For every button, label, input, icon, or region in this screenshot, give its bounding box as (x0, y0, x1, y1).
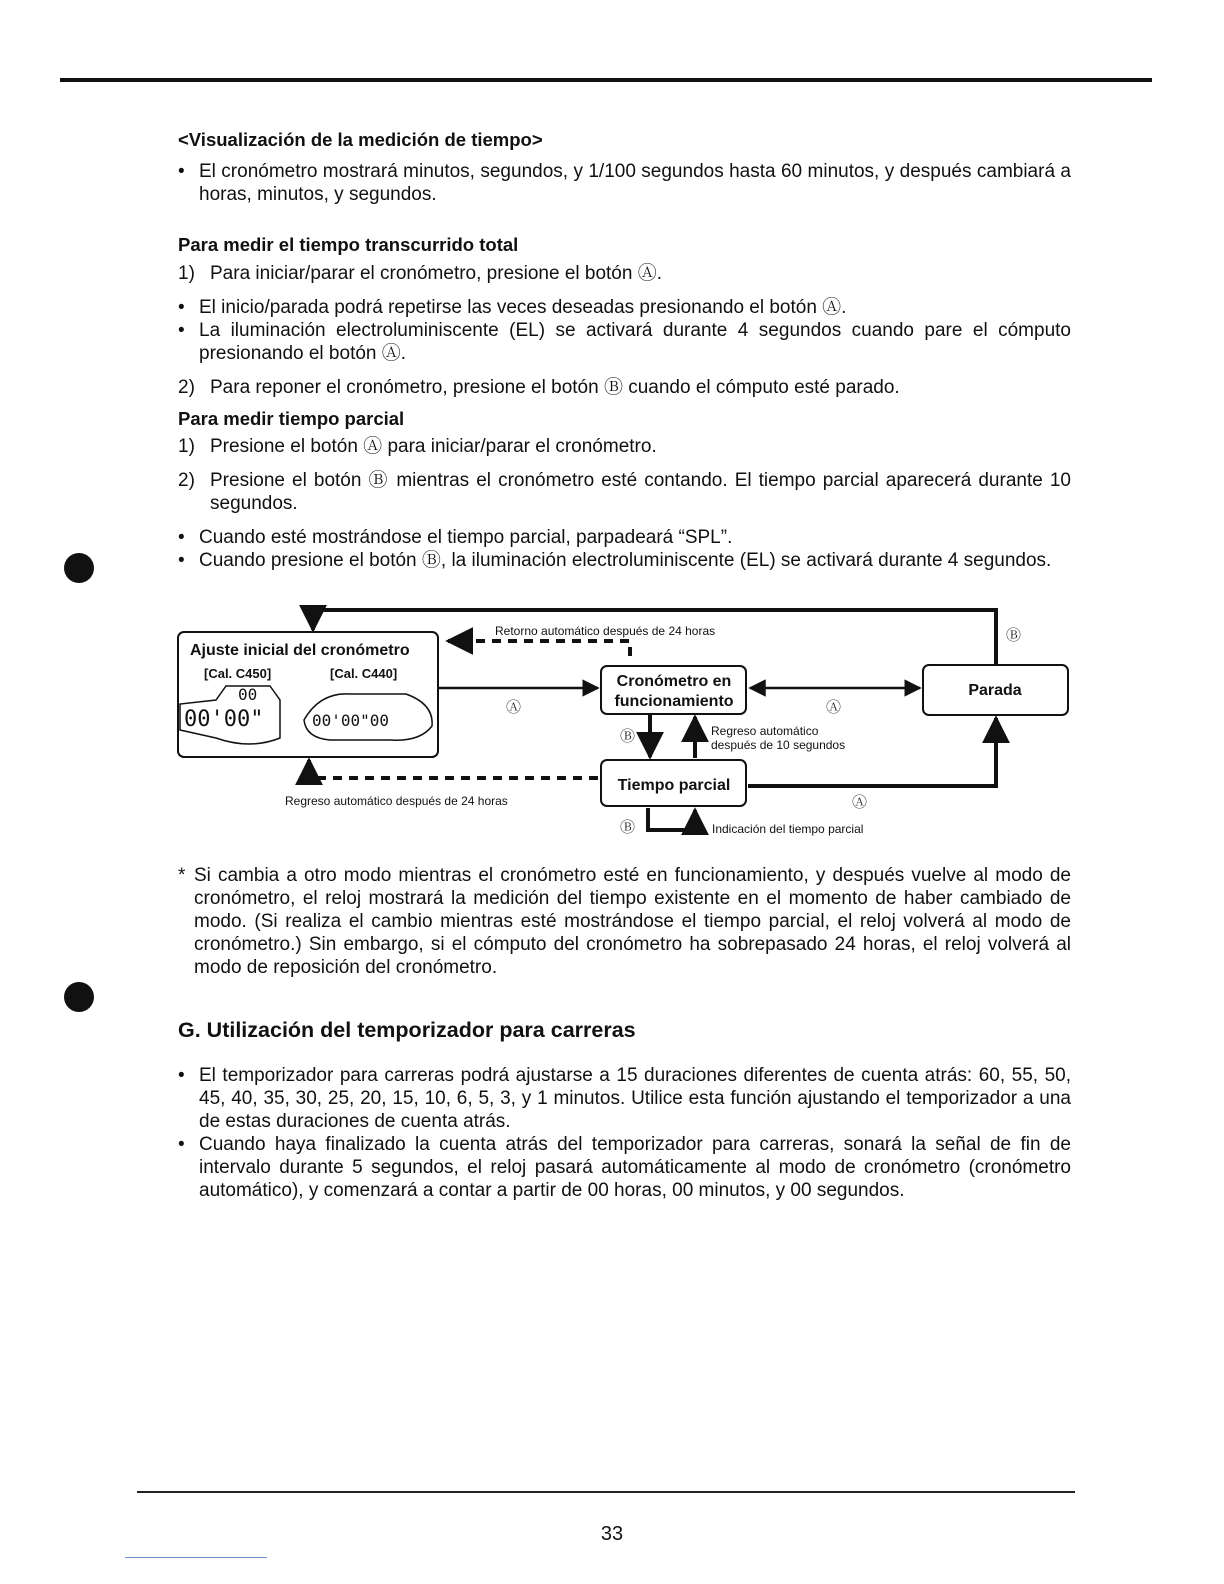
note-text: Si cambia a otro modo mientras el cronómetro esté en funcionamiento, y después vuelve al modo de cronómetro, el reloj mostrará la medición del tiempo existente en el momento de haber cambiado de modo. (Si realiza el cambio mientras esté mostrándose el tiempo parcial, el reloj volverá al modo de cronómetro.) Sin embargo, si el cómputo del cronómetro ha sobrepasado 24 horas, el reloj volverá al modo de reposición del cronómetro. (194, 865, 1071, 978)
regress-10s-label-2: después de 10 segundos (711, 738, 846, 752)
running-stop-a-label: Ⓐ (826, 699, 842, 716)
total-bullet-2 (178, 319, 1071, 365)
top-rule (60, 78, 1152, 82)
timing-heading: <Visualización de la medición de tiempo> (178, 129, 543, 150)
lcd-c450-main: 00'00" (184, 707, 264, 732)
total-heading: Para medir el tiempo transcurrido total (178, 234, 519, 255)
bullet-mark: • (178, 161, 185, 182)
running-to-split-b-label: Ⓑ (620, 728, 636, 745)
return-24h-line (448, 641, 630, 656)
split-bullet-2 (178, 549, 1071, 572)
regress-10s-label-1: Regreso automático (711, 724, 819, 738)
step-text: Presione el botón Ⓑ mientras el cronómetro esté contando. El tiempo parcial aparecerá durante 10 segundos. (210, 470, 1071, 514)
binder-hole-2 (64, 982, 94, 1012)
step-text: Para iniciar/parar el cronómetro, presione el botón Ⓐ. (210, 263, 663, 284)
timing-bullet (178, 160, 1071, 206)
running-label-2: funcionamiento (614, 693, 734, 710)
total-step-1 (178, 262, 1071, 285)
total-bullet-1 (178, 296, 1071, 319)
step-number: 2) (178, 377, 195, 398)
split-step-2 (178, 469, 1071, 515)
cal-c450-label: [Cal. C450] (204, 666, 272, 681)
bullet-mark: • (178, 320, 185, 341)
bullet-mark: • (178, 297, 185, 318)
footer-link-underline (125, 1557, 267, 1558)
split-indication-label: Indicación del tiempo parcial (712, 822, 864, 836)
step-text: Presione el botón Ⓐ para iniciar/parar el cronómetro. (210, 436, 657, 457)
g-bullet-1 (178, 1064, 1071, 1133)
bullet-text: El inicio/parada podrá repetirse las veces deseadas presionando el botón Ⓐ. (199, 297, 847, 318)
note-mark: * (178, 865, 186, 886)
bullet-text: Cuando haya finalizado la cuenta atrás del temporizador para carreras, sonará la señal de fin de intervalo durante 5 segundos, el reloj pasará automáticamente al modo de cronómetro (cronómetro automático), y comenzará a contar a partir de 00 horas, 00 minutos, y 00 segundos. (199, 1134, 1071, 1201)
return-24h-label: Retorno automático después de 24 horas (495, 624, 716, 638)
bullet-mark: • (178, 1134, 185, 1155)
split-indication-line (648, 808, 695, 830)
regress-24h-line (309, 760, 598, 778)
g-bullet-2 (178, 1133, 1071, 1202)
split-bullet-1 (178, 526, 1071, 549)
initial-setting-label: Ajuste inicial del cronómetro (190, 642, 410, 659)
split-stop-a-label: Ⓐ (852, 794, 868, 811)
bullet-text: La iluminación electroluminiscente (EL) se activará durante 4 segundos cuando pare el cómputo presionando el botón Ⓐ. (199, 320, 1071, 364)
bullet-text: Cuando presione el botón Ⓑ, la iluminación electroluminiscente (EL) se activará durante 4 segundos. (199, 550, 1052, 571)
split-heading: Para medir tiempo parcial (178, 408, 405, 429)
bullet-text: El temporizador para carreras podrá ajustarse a 15 duraciones diferentes de cuenta atrás: 60, 55, 50, 45, 40, 35, 30, 25, 20, 15, 10, 6, 5, 3, y 1 minutos. Utilice esta función ajustando el temporizador a una de estas duraciones de cuenta atrás. (199, 1065, 1071, 1132)
bottom-rule (137, 1491, 1075, 1493)
split-label: Tiempo parcial (617, 777, 731, 794)
regress-24h-label: Regreso automático después de 24 horas (285, 794, 508, 808)
section-g-heading: G. Utilización del temporizador para carreras (178, 1018, 636, 1042)
binder-hole-1 (64, 553, 94, 583)
start-a-label: Ⓐ (506, 699, 522, 716)
reset-b-label: Ⓑ (1006, 627, 1022, 644)
lcd-c450-top: 00 (238, 685, 258, 704)
stop-label: Parada (968, 682, 1022, 699)
split-indication-b-label: Ⓑ (620, 819, 636, 836)
stopwatch-flow-diagram (170, 600, 1070, 850)
total-step-2 (178, 376, 1071, 399)
running-label-1: Cronómetro en (616, 673, 732, 690)
bullet-mark: • (178, 550, 185, 571)
step-number: 1) (178, 436, 195, 457)
step-text: Para reponer el cronómetro, presione el botón Ⓑ cuando el cómputo esté parado. (210, 377, 900, 398)
step-number: 1) (178, 263, 195, 284)
page-number: 33 (600, 1523, 624, 1545)
split-step-1 (178, 435, 1071, 458)
bullet-mark: • (178, 527, 185, 548)
cal-c440-label: [Cal. C440] (330, 666, 398, 681)
bullet-text: Cuando esté mostrándose el tiempo parcial, parpadeará “SPL”. (199, 527, 733, 548)
lcd-c440-main: 00'00"00 (312, 711, 390, 730)
bullet-text: El cronómetro mostrará minutos, segundos, y 1/100 segundos hasta 60 minutos, y después cambiará a horas, minutos, y segundos. (199, 161, 1071, 205)
note (178, 864, 1071, 979)
bullet-mark: • (178, 1065, 185, 1086)
step-number: 2) (178, 470, 195, 491)
